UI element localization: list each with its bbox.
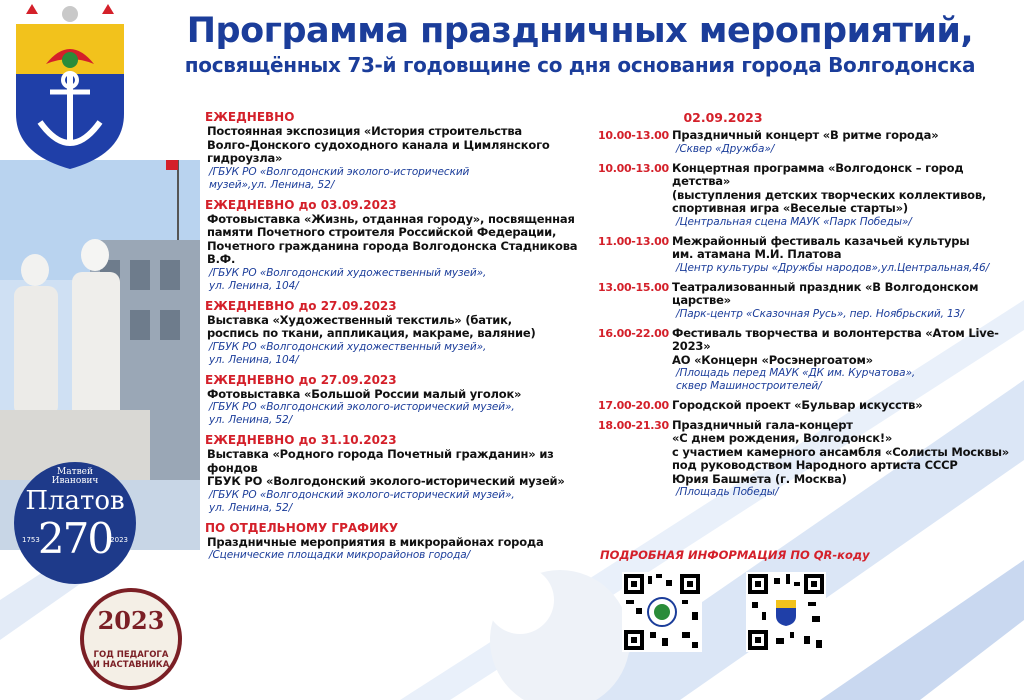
event-item <box>205 433 600 515</box>
schedule-row <box>598 235 1013 275</box>
event-venue: /ГБУК РО «Волгодонский эколого-исторический <box>209 165 470 178</box>
event-title: Выставка «Родного города Почетный гражданин» из фондов <box>207 447 554 475</box>
event-title: Волго-Донского судоходного канала и Цимлянского гидроузла» <box>207 137 550 165</box>
event-title: Театрализованный праздник «В Волгодонском царстве» <box>672 279 979 307</box>
event-venue: ул. Ленина, 52/ <box>209 414 293 426</box>
schedule-row <box>598 129 1013 156</box>
event-item <box>205 299 600 367</box>
event-time: 16.00-22.00 <box>598 326 669 340</box>
right-events-column <box>598 110 1013 505</box>
qr-code-right[interactable] <box>746 572 826 652</box>
platov-first-name: Матвей <box>57 467 93 477</box>
schedule-row <box>598 327 1013 394</box>
event-tag: ЕЖЕДНЕВНО <box>205 372 295 387</box>
event-title: Праздничный гала-концерт <box>672 417 853 432</box>
event-tag: ЕЖЕДНЕВНО <box>205 197 295 212</box>
schedule-row <box>598 419 1013 500</box>
event-venue: ул. Ленина, 104/ <box>209 279 299 292</box>
program-date: 02.09.2023 <box>683 110 763 125</box>
pedagog-line2: И НАСТАВНИКА <box>92 660 170 670</box>
event-tag: ЕЖЕДНЕВНО <box>205 110 295 124</box>
left-events-column <box>205 110 600 568</box>
event-venue: /Центральная сцена МАУК «Парк Победы»/ <box>676 215 912 228</box>
event-time: 18.00-21.30 <box>598 418 669 432</box>
platov-patronymic: Иванович <box>51 476 99 486</box>
event-title: Праздничный концерт «В ритме города» <box>672 128 939 142</box>
event-venue: /Сценические площадки микрорайонов города/ <box>209 549 471 561</box>
event-time: 17.00-20.00 <box>598 399 669 412</box>
event-venue: /ГБУК РО «Волгодонский художественный музей», <box>209 340 487 353</box>
event-venue: /ГБУК РО «Волгодонский художественный музей», <box>209 266 487 279</box>
platov-name: Платов <box>25 486 125 516</box>
event-tag: ЕЖЕДНЕВНО <box>205 298 295 313</box>
event-title: АО «Концерн «Росэнергоатом» <box>672 352 873 367</box>
event-venue: сквер Машиностроителей/ <box>676 380 822 392</box>
event-venue: /Центр культуры «Дружбы народов»,ул.Центральная,46/ <box>676 261 990 274</box>
event-venue: музей»,ул. Ленина, 52/ <box>209 178 335 191</box>
event-title: Фотовыставка «Большой России малый уголок» <box>207 386 522 401</box>
event-item <box>205 198 600 293</box>
event-time: 10.00-13.00 <box>598 161 669 175</box>
event-title: (выступления детских творческих коллективов, <box>672 187 987 202</box>
platov-year-start: 1753 <box>22 536 40 544</box>
event-date: до 27.09.2023 <box>294 298 397 313</box>
event-title: спортивная игра «Веселые старты») <box>672 201 908 215</box>
event-title: «С днем рождения, Волгодонск!» <box>672 431 893 445</box>
year-of-teacher-badge <box>80 588 182 690</box>
event-venue: /ГБУК РО «Волгодонский эколого-исторический музей», <box>209 401 515 413</box>
event-title: Выставка «Художественный текстиль» (батик, <box>207 312 512 327</box>
event-tag: ПО ОТДЕЛЬНОМУ ГРАФИКУ <box>205 520 399 535</box>
pedagog-line1: ГОД ПЕДАГОГА <box>93 650 169 660</box>
event-title: Городской проект «Бульвар искусств» <box>672 398 923 412</box>
schedule-row <box>598 399 1013 413</box>
event-title: Почетного гражданина города Волгодонска Стадникова В.Ф. <box>207 238 578 266</box>
event-venue: /Парк-центр «Сказочная Русь», пер. Ноябрьский, 13/ <box>676 307 964 320</box>
event-title: им. атамана М.И. Платова <box>672 247 842 261</box>
event-title: под руководством Народного артиста СССР <box>672 458 958 472</box>
event-date: до 03.09.2023 <box>294 197 397 212</box>
event-time: 10.00-13.00 <box>598 129 669 142</box>
schedule-row <box>598 281 1013 321</box>
event-title: Юрия Башмета (г. Москва) <box>672 471 847 486</box>
event-item <box>205 521 600 563</box>
schedule-row <box>598 162 1013 229</box>
qr-code-left[interactable] <box>622 572 702 652</box>
platov-number: 270 <box>37 514 113 563</box>
title-block <box>150 10 1010 78</box>
event-title: Фотовыставка «Жизнь, отданная городу», посвященная <box>207 211 575 226</box>
event-date: до 31.10.2023 <box>294 433 397 447</box>
page-title: Программа праздничных мероприятий, <box>186 11 974 51</box>
event-venue: ул. Ленина, 104/ <box>209 353 299 366</box>
event-time: 11.00-13.00 <box>598 234 669 248</box>
qr-info-label: ПОДРОБНАЯ ИНФОРМАЦИЯ ПО QR-коду <box>600 548 870 562</box>
event-date: до 27.09.2023 <box>294 372 397 387</box>
pedagog-year: 2023 <box>97 606 165 635</box>
platov-year-end: 2023 <box>110 536 128 544</box>
event-time: 13.00-15.00 <box>598 280 669 294</box>
event-venue: /Площадь перед МАУК «ДК им. Курчатова», <box>676 367 916 379</box>
event-title: Межрайонный фестиваль казачьей культуры <box>672 233 970 248</box>
event-venue: /ГБУК РО «Волгодонский эколого-исторический музей», <box>209 488 515 501</box>
event-item <box>205 110 600 192</box>
event-title: Праздничные мероприятия в микрорайонах города <box>207 534 544 549</box>
event-venue: /Площадь Победы/ <box>676 486 779 498</box>
platov-270-badge <box>14 462 136 584</box>
page-subtitle: посвящённых 73-й годовщине со дня основания города Волгодонска <box>184 53 976 77</box>
event-title: Фестиваль творчества и волонтерства «Атом Live-2023» <box>672 325 999 353</box>
event-tag: ЕЖЕДНЕВНО <box>205 433 295 447</box>
event-title: ГБУК РО «Волгодонский эколого-исторический музей» <box>207 474 565 488</box>
event-venue: ул. Ленина, 52/ <box>209 501 293 514</box>
event-title: Постоянная экспозиция «История строительства <box>207 124 522 138</box>
event-item <box>205 373 600 428</box>
event-venue: /Сквер «Дружба»/ <box>676 142 775 155</box>
event-title: памяти Почетного строителя Российской Федерации, <box>207 225 557 239</box>
event-title: роспись по ткани, аппликация, макраме, валяние) <box>207 326 536 340</box>
event-title: Концертная программа «Волгодонск – город детства» <box>672 160 964 188</box>
volgodonsk-coat-of-arms <box>6 4 134 172</box>
event-title: с участием камерного ансамбля «Солисты Москвы» <box>672 444 1010 459</box>
